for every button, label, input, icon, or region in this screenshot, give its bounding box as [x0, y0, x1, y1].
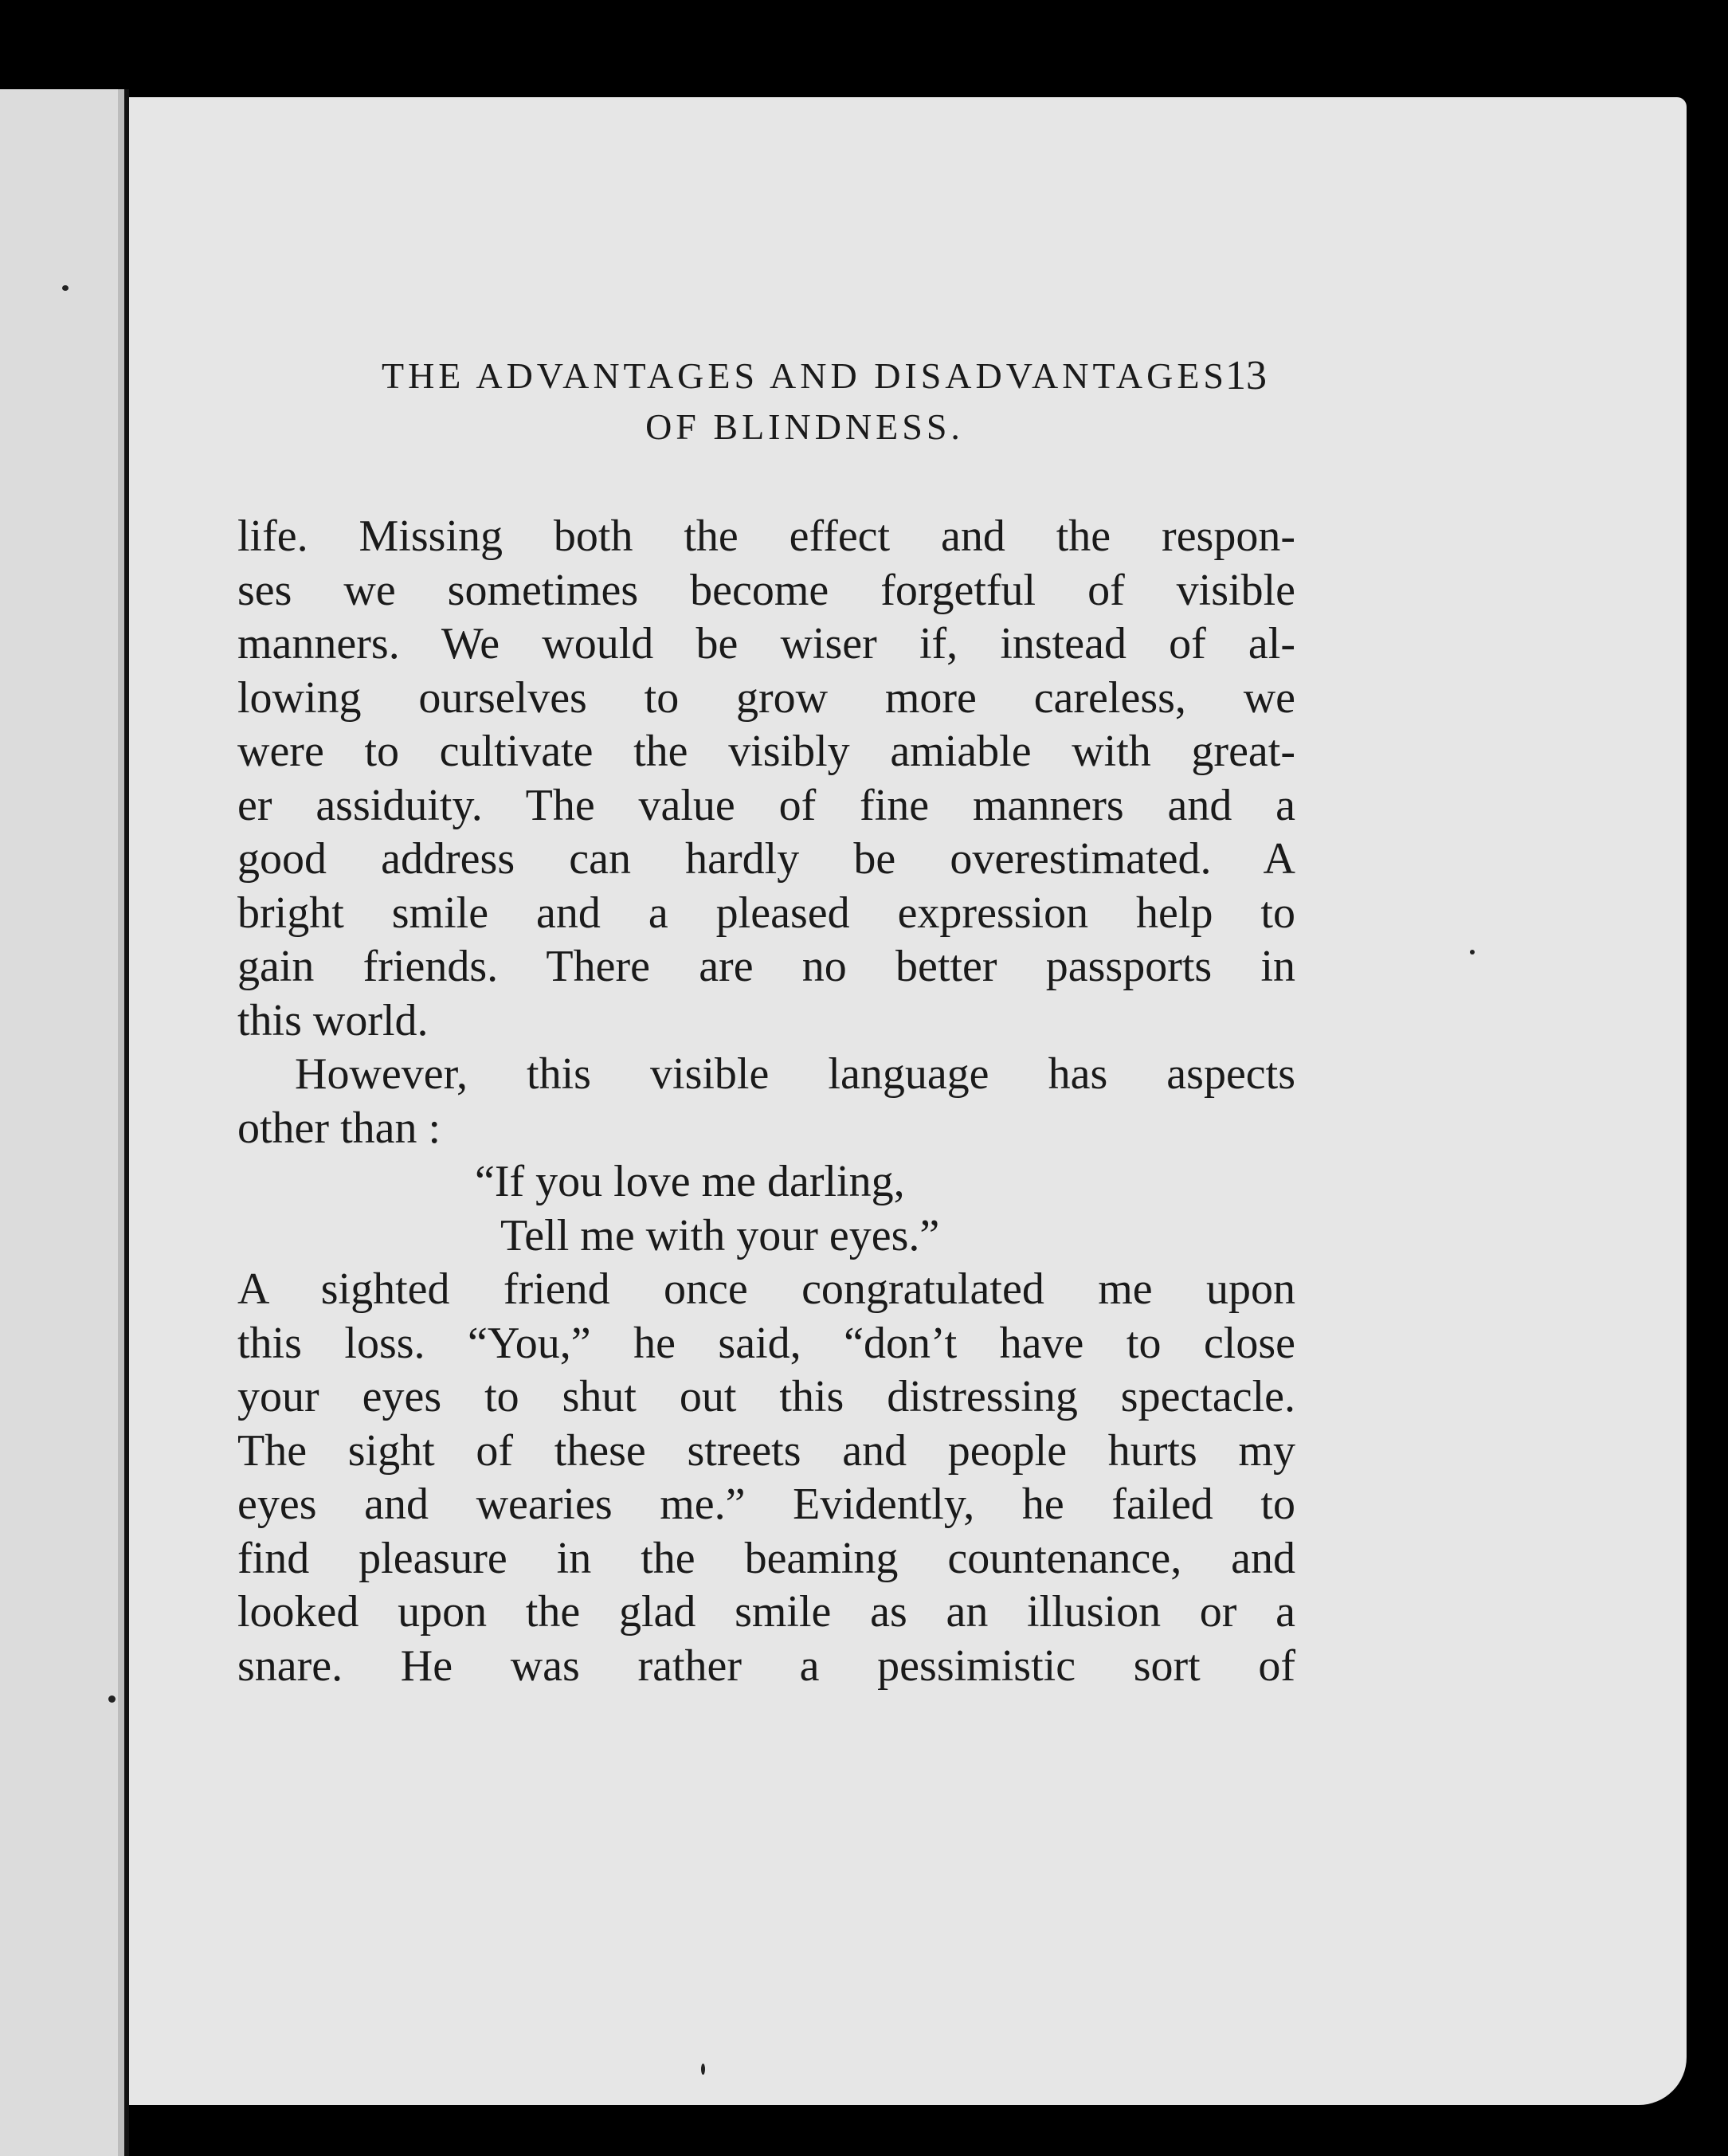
left-page-edge [0, 89, 129, 2156]
text-line: eyes and wearies me.” Evidently, he failed to [237, 1480, 1295, 1529]
running-head [239, 351, 1370, 453]
text-line: life. Missing both the effect and the respon- [237, 512, 1295, 561]
text-line: ses we sometimes become forgetful of visible [237, 565, 1295, 615]
text-line: other than : [237, 1103, 441, 1153]
text-line: good address can hardly be overestimated. A [237, 834, 1295, 884]
scan-speck [108, 1695, 116, 1703]
text-line: find pleasure in the beaming countenance, and [237, 1533, 1295, 1583]
scan-speck [62, 285, 69, 291]
text-line: gain friends. There are no better passports in [237, 942, 1295, 991]
text-line: manners. We would be wiser if, instead of al- [237, 619, 1295, 668]
body-text [237, 510, 1295, 1693]
scan-speck [1470, 950, 1475, 955]
verse-line: Tell me with your eyes.” [500, 1210, 940, 1260]
running-head-line-2: OF BLINDNESS. [645, 406, 964, 447]
text-line: your eyes to shut out this distressing spectacle. [237, 1372, 1295, 1421]
scan-speck [701, 2064, 705, 2075]
text-line: this loss. “You,” he said, “don’t have to close [237, 1318, 1295, 1368]
running-head-line-1: THE ADVANTAGES AND DISADVANTAGES [381, 355, 1228, 396]
verse-line: “If you love me darling, [475, 1157, 905, 1206]
text-line: this world. [237, 995, 429, 1045]
text-line: er assiduity. The value of fine manners and a [237, 780, 1295, 830]
page-number: 13 [1225, 353, 1267, 398]
text-line: looked upon the glad smile as an illusion or a [237, 1587, 1295, 1637]
text-line: lowing ourselves to grow more careless, we [237, 672, 1295, 723]
text-line: A sighted friend once congratulated me upon [237, 1264, 1295, 1314]
text-line: snare. He was rather a pessimistic sort of [237, 1641, 1295, 1691]
text-line: However, this visible language has aspects [295, 1049, 1295, 1099]
text-line: bright smile and a pleased expression help to [237, 888, 1295, 938]
text-line: were to cultivate the visibly amiable with great- [237, 727, 1295, 776]
text-line: The sight of these streets and people hurts my [237, 1425, 1295, 1476]
